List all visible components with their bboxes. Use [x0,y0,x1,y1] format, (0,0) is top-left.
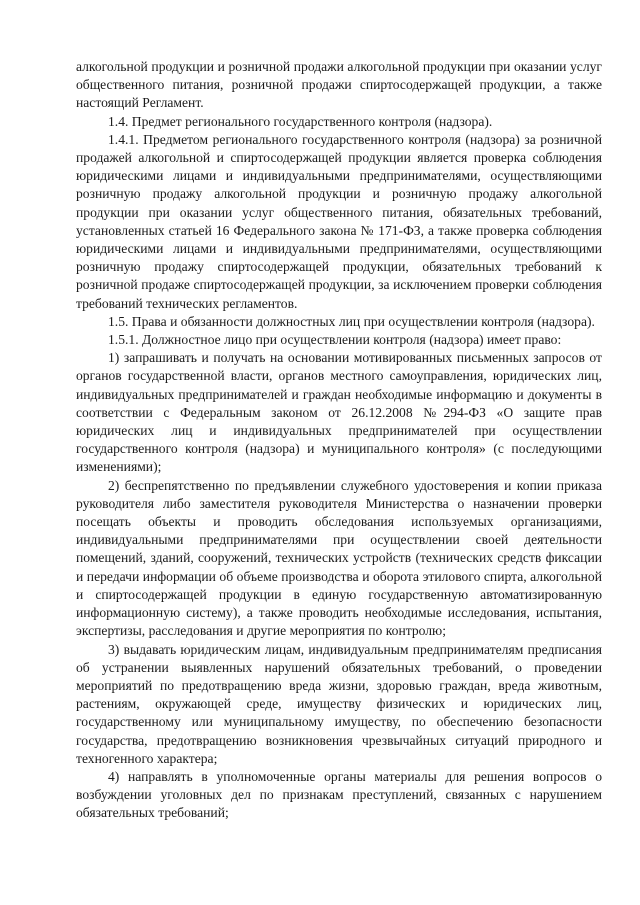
list-item-2: 2) беспрепятственно по предъявлении служебного удостоверения и копии приказа руководителя либо заместителя руководителя Министерства о назначении проверки посещать объекты и проводить обследования используемых организациями, индивидуальными предпринимателями при осуществлении своей деятельности помещений, зданий, сооружений, технических устройств (технических средств фиксации и передачи информации об объеме производства и оборота этилового спирта, алкогольной и спиртосодержащей продукции в единую государственную автоматизированную информационную систему), а также проводить необходимые исследования, испытания, экспертизы, расследования и другие мероприятия по контролю; [76,477,602,639]
paragraph-1-4: 1.4. Предмет регионального государственного контроля (надзора). [108,113,493,129]
paragraph-1-4-1: 1.4.1. Предметом регионального государственного контроля (надзора) за розничной продажей алкогольной и спиртосодержащей продукции является проверка соблюдения юридическими лицами и индивидуальными предпринимателями, осуществляющими розничную продажу алкогольной продукции и розничную продажу алкогольной продукции при оказании услуг общественного питания, обязательных требований, установленных статьей 16 Федерального закона № 171-ФЗ, а также проверка соблюдения юридическими лицами и индивидуальными предпринимателями, осуществляющими розничную продажу спиртосодержащей продукции, обязательных требований к розничной продаже спиртосодержащей продукции, за исключением проверки соблюдения требований технических регламентов. [76,131,602,311]
list-item-4: 4) направлять в уполномоченные органы материалы для решения вопросов о возбуждении уголовных дел по признакам преступлений, связанных с нарушением обязательных требований; [76,768,602,821]
list-item-1: 1) запрашивать и получать на основании мотивированных письменных запросов от органов государственной власти, органов местного самоуправления, юридических лиц, индивидуальных предпринимателей и граждан необходимые информацию и документы в соответствии с Федеральным законом от 26.12.2008 №294-ФЗ «О защите прав юридических лиц и индивидуальных предпринимателей при осуществлении государственного контроля (надзора) и муниципального контроля» (с последующими изменениями); [76,350,602,475]
paragraph-continuation: алкогольной продукции и розничной продажи алкогольной продукции при оказании услуг общественного питания, розничной продажи спиртосодержащей продукции, а также настоящий Регламент. [76,59,602,111]
paragraph-1-5: 1.5. Права и обязанности должностных лиц при осуществлении контроля (надзора). [108,313,595,329]
list-item-3: 3) выдавать юридическим лицам, индивидуальным предпринимателям предписания об устранении выявленных нарушений обязательных требований, о проведении мероприятий по предотвращению вреда жизни, здоровью граждан, вреда животным, растениям, окружающей среде, имуществу физических и юридических лиц, государственному или муниципальному имуществу, по обеспечению безопасности государства, предотвращению возникновения чрезвычайных ситуаций природного и техногенного характера; [76,641,602,766]
paragraph-1-5-1: 1.5.1. Должностное лицо при осуществлении контроля (надзора) имеет право: [108,332,562,348]
